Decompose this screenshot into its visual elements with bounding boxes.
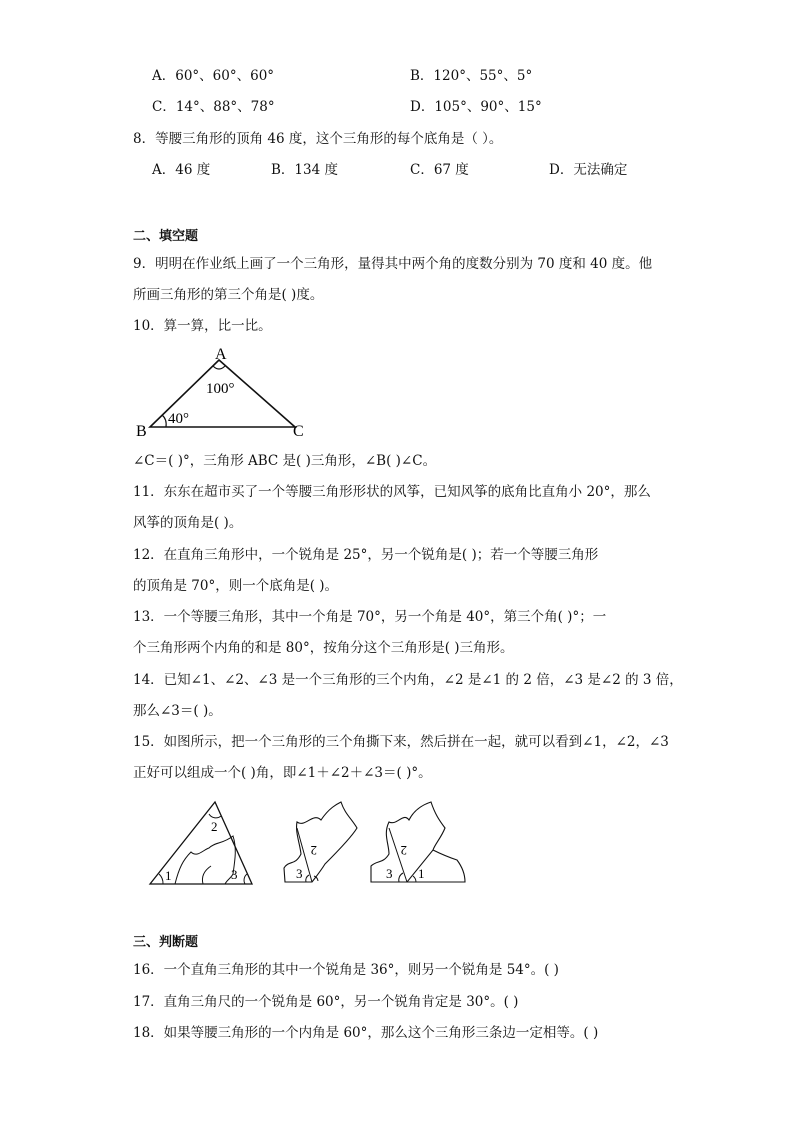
- q18: 18．如果等腰三角形的一个内角是 60°，那么这个三角形三条边一定相等。( ): [133, 1025, 599, 1041]
- torn-triangle-1: [150, 802, 252, 884]
- q10-answer-line: ∠C＝( )°，三角形 ABC 是( )三角形，∠B( )∠C。: [133, 453, 437, 469]
- q13-line2: 个三角形两个内角的和是 80°，按角分这个三角形是( )三角形。: [133, 640, 514, 656]
- fig2-angle-3-label: 3: [296, 866, 303, 881]
- q14-line2: 那么∠3＝( )。: [133, 703, 222, 719]
- q8-option-a: A．46 度: [152, 162, 211, 178]
- angle-a-arc: [213, 366, 225, 369]
- q10-stem: 10．算一算，比一比。: [133, 318, 272, 334]
- q7-option-b: B．120°、55°、5°: [410, 68, 533, 84]
- fig3-angle-3-label: 3: [386, 866, 393, 881]
- q12-line1: 12．在直角三角形中，一个锐角是 25°，另一个锐角是( )；若一个等腰三角形: [133, 547, 599, 563]
- vertex-label-b: B: [136, 423, 147, 440]
- q9-line1: 9．明明在作业纸上画了一个三角形，量得其中两个角的度数分别为 70 度和 40 度。他: [133, 256, 653, 272]
- fig1-angle-2-label: 2: [211, 819, 218, 834]
- q9-line2: 所画三角形的第三个角是( )度。: [133, 287, 324, 303]
- q15-line1: 15．如图所示，把一个三角形的三个角撕下来，然后拼在一起，就可以看到∠1，∠2，∠3: [133, 734, 669, 750]
- angle-b-label: 40°: [168, 411, 189, 427]
- q14-line1: 14．已知∠1、∠2、∠3 是一个三角形的三个内角，∠2 是∠1 的 2 倍，∠3 是∠2 的 3 倍，: [133, 672, 683, 688]
- q8-option-c: C．67 度: [410, 162, 469, 178]
- q7-option-d: D．105°、90°、15°: [410, 99, 542, 115]
- angle-b-arc: [162, 415, 166, 427]
- q10-triangle-figure: [130, 342, 320, 442]
- torn-triangle-3: [371, 802, 465, 882]
- vertex-label-c: C: [293, 423, 304, 440]
- q8-option-d: D．无法确定: [549, 162, 628, 178]
- q11-line2: 风筝的顶角是( )。: [133, 515, 243, 531]
- q11-line1: 11．东东在超市买了一个等腰三角形形状的风筝，已知风筝的底角比直角小 20°，那么: [133, 484, 651, 500]
- torn-triangle-2: [284, 802, 357, 882]
- q7-option-c: C．14°、88°、78°: [152, 99, 275, 115]
- q17: 17．直角三角尺的一个锐角是 60°，另一个锐角肯定是 30°。( ): [133, 994, 519, 1010]
- q13-line1: 13．一个等腰三角形，其中一个角是 70°，另一个角是 40°，第三个角( )°；一: [133, 609, 607, 625]
- q12-line2: 的顶角是 70°，则一个底角是( )。: [133, 578, 339, 594]
- fig3-angle-1-label: 1: [418, 866, 425, 881]
- angle-a-label: 100°: [206, 381, 235, 397]
- q7-option-a: A．60°、60°、60°: [152, 68, 275, 84]
- fig1-angle-3-label: 3: [231, 867, 238, 882]
- q8-option-b: B．134 度: [271, 162, 338, 178]
- section-fill-in-heading: 二、填空题: [133, 229, 199, 244]
- q8-stem: 8．等腰三角形的顶角 46 度，这个三角形的每个底角是（ ）。: [133, 131, 503, 147]
- fig3-angle-2-label: 2: [400, 843, 407, 858]
- fig2-angle-2-label: 2: [310, 843, 317, 858]
- q15-line2: 正好可以组成一个( )角，即∠1＋∠2＋∠3＝( )°。: [133, 765, 432, 781]
- vertex-label-a: A: [215, 346, 227, 363]
- q16: 16．一个直角三角形的其中一个锐角是 36°，则另一个锐角是 54°。( ): [133, 962, 559, 978]
- fig1-angle-1-label: 1: [165, 868, 172, 883]
- q15-torn-angles-figure: [145, 798, 475, 890]
- section-true-false-heading: 三、判断题: [133, 935, 199, 950]
